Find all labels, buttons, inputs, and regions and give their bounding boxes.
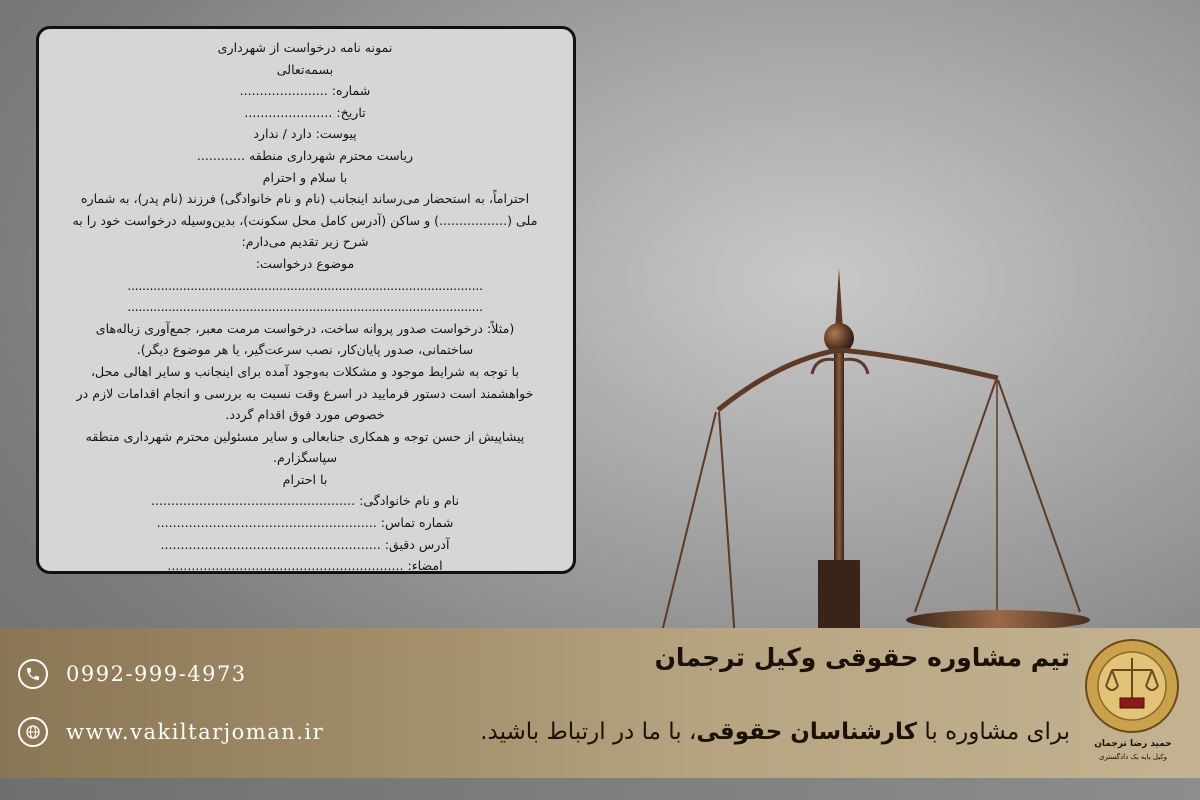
letter-body-line: خواهشمند است دستور فرمایید در اسرع وقت نسبت به بررسی و انجام اقدامات لازم در: [76, 385, 534, 401]
emblem-subtitle: وکیل پایه یک دادگستری: [1098, 753, 1167, 761]
letter-body-line: ملی (.................) و ساکن (آدرس کامل محل سکونت)، بدین‌وسیله درخواست خود را به: [72, 212, 538, 228]
emblem-icon: [1082, 636, 1182, 736]
globe-icon[interactable]: [18, 717, 48, 747]
letter-signature-field: امضاء: ...........................................................: [167, 558, 443, 574]
letter-thanks-line: سپاسگزارم.: [272, 450, 338, 466]
letter-attachment-field: پیوست: دارد / ندارد: [253, 126, 357, 142]
website-contact[interactable]: [18, 714, 324, 750]
letter-template-card: [36, 26, 576, 574]
letter-subject-blank: ................................................................................................: [127, 277, 483, 293]
cta-bold: کارشناسان حقوقی: [696, 719, 918, 745]
letter-body-line: احتراماً، به استحضار می‌رساند اینجانب (نام و نام خانوادگی) فرزند (نام پدر)، به شماره: [80, 191, 530, 207]
letter-recipient: ریاست محترم شهرداری منطقه ............: [196, 147, 414, 163]
cta-prefix: برای مشاوره با: [917, 719, 1070, 745]
letter-thanks-line: پیشاپیش از حسن توجه و همکاری جنابعالی و سایر مسئولین محترم شهرداری منطقه: [85, 428, 525, 444]
letter-name-field: نام و نام خانوادگی: ...................................................: [150, 493, 459, 509]
phone-contact[interactable]: [18, 656, 247, 692]
letter-address-field: آدرس دقیق: .......................................................: [160, 536, 450, 552]
letter-subject-blank: ................................................................................................: [127, 299, 483, 315]
letter-number-field: شماره: ......................: [239, 83, 371, 99]
letter-greeting: با سلام و احترام: [262, 169, 348, 185]
phone-number[interactable]: 0992-999-4973: [66, 662, 247, 686]
letter-date-field: تاریخ: ......................: [244, 104, 366, 120]
letter-phone-field: شماره تماس: .......................................................: [156, 515, 454, 531]
letter-subject-label: موضوع درخواست:: [255, 255, 355, 271]
letter-example-line: (مثلاً: درخواست صدور پروانه ساخت، درخواست مرمت معبر، جمع‌آوری زباله‌های: [95, 320, 515, 336]
phone-icon[interactable]: [18, 659, 48, 689]
emblem-name: حمید رضا ترجمان: [1094, 739, 1172, 749]
letter-body-line: شرح زیر تقدیم می‌دارم:: [241, 234, 369, 250]
letter-body-line: با توجه به شرایط موجود و مشکلات به‌وجود آمده برای اینجانب و سایر اهالی محل،: [90, 363, 520, 379]
letter-body-line: خصوص مورد فوق اقدام گردد.: [225, 407, 385, 423]
call-to-action: [440, 712, 1070, 752]
banner-bottom-strip: [0, 778, 1200, 800]
letter-heading: نمونه نامه درخواست از شهرداری: [217, 40, 393, 55]
team-title: تیم مشاوره حقوقی وکیل ترجمان: [654, 643, 1070, 672]
letter-bismillah: بسمه‌تعالی: [276, 61, 334, 77]
letter-example-line: ساختمانی، صدور پایان‌کار، نصب سرعت‌گیر، یا هر موضوع دیگر).: [136, 342, 474, 358]
letter-closing: با احترام: [282, 471, 328, 487]
website-url[interactable]: www.vakiltarjoman.ir: [66, 720, 325, 744]
cta-suffix: ، با ما در ارتباط باشید.: [480, 719, 697, 745]
